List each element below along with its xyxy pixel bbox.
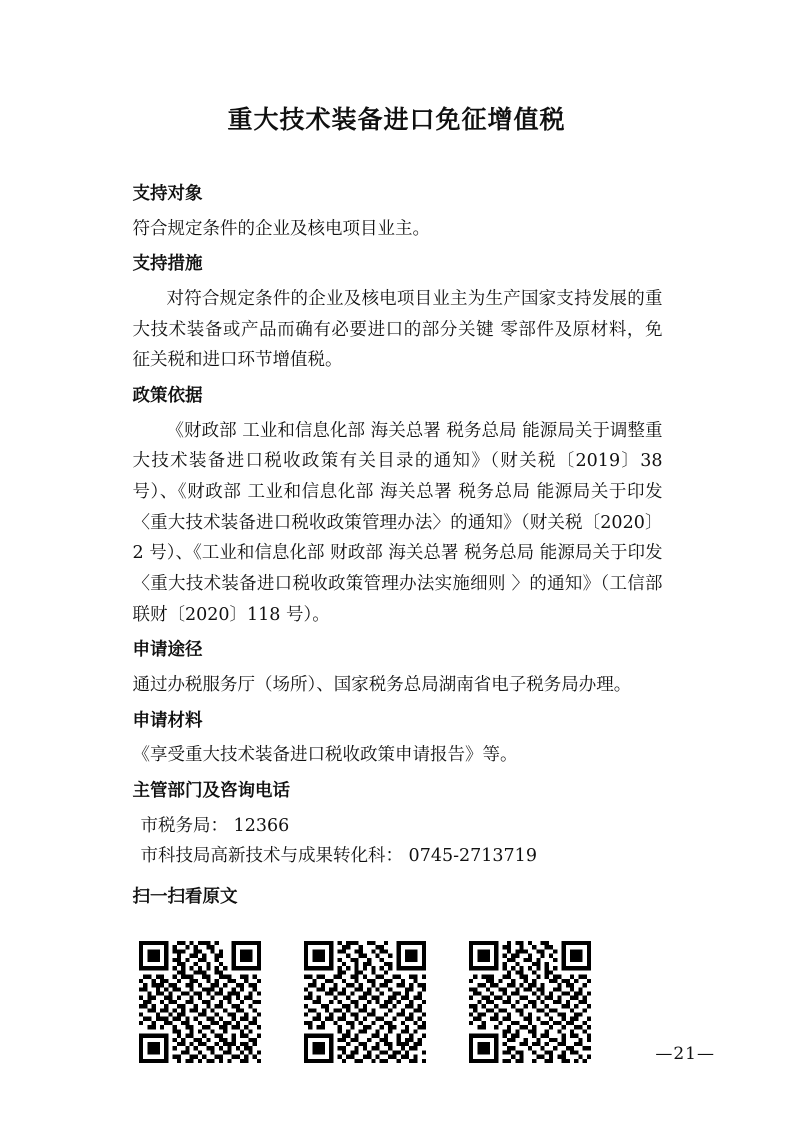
contact-line-tax-bureau: 市税务局： 12366 bbox=[140, 815, 290, 836]
section-heading-support-measures: 支持措施 bbox=[132, 254, 203, 275]
qr-code-row bbox=[133, 941, 663, 1063]
section-paragraph-application-materials: 《享受重大技术装备进口税收政策申请报告》等。 bbox=[132, 745, 518, 766]
section-paragraph-support-target: 符合规定条件的企业及核电项目业主。 bbox=[132, 218, 430, 239]
section-heading-application-channel: 申请途径 bbox=[132, 640, 203, 661]
section-heading-contact: 主管部门及咨询电话 bbox=[132, 780, 290, 801]
section-heading-scan-qr: 扫一扫看原文 bbox=[132, 886, 238, 907]
section-paragraph-policy-basis: 《财政部 工业和信息化部 海关总署 税务总局 能源局关于调整重大技术装备进口税收政策有关目录的通知》（财关税〔2019〕38 号）、《财政部 工业和信息化部 海关总署 税务总局 能源局关于印发〈重大技术装备进口税收政策管理办法〉的通知》（财关税〔2020〕2 号）、《工业和信息化部 财政部 海关总署 税务总局 能源局关于印发〈重大技术装备进口税收政策管理办法实施细则 〉的通知》（工信部联财〔2020〕118 号）。 bbox=[132, 420, 663, 625]
section-heading-support-target: 支持对象 bbox=[132, 184, 203, 204]
document-body bbox=[131, 136, 663, 1063]
section-paragraph-support-measures: 对符合规定条件的企业及核电项目业主为生产国家支持发展的重大技术装备或产品而确有必要进口的部分关键 零部件及原材料，免征关税和进口环节增值税。 bbox=[132, 289, 663, 371]
qr-code-1 bbox=[139, 941, 261, 1063]
section-heading-application-materials: 申请材料 bbox=[132, 710, 203, 731]
qr-code-2 bbox=[304, 941, 426, 1063]
contact-line-science-bureau: 市科技局高新技术与成果转化科： 0745-2713719 bbox=[140, 845, 537, 866]
page-title: 重大技术装备进口免征增值税 bbox=[227, 105, 566, 134]
section-heading-policy-basis: 政策依据 bbox=[132, 386, 203, 406]
qr-code-3 bbox=[469, 941, 591, 1063]
page-number: —21— bbox=[655, 1044, 715, 1064]
section-paragraph-application-channel: 通过办税服务厅（场所）、国家税务总局湖南省电子税务局办理。 bbox=[132, 674, 632, 695]
